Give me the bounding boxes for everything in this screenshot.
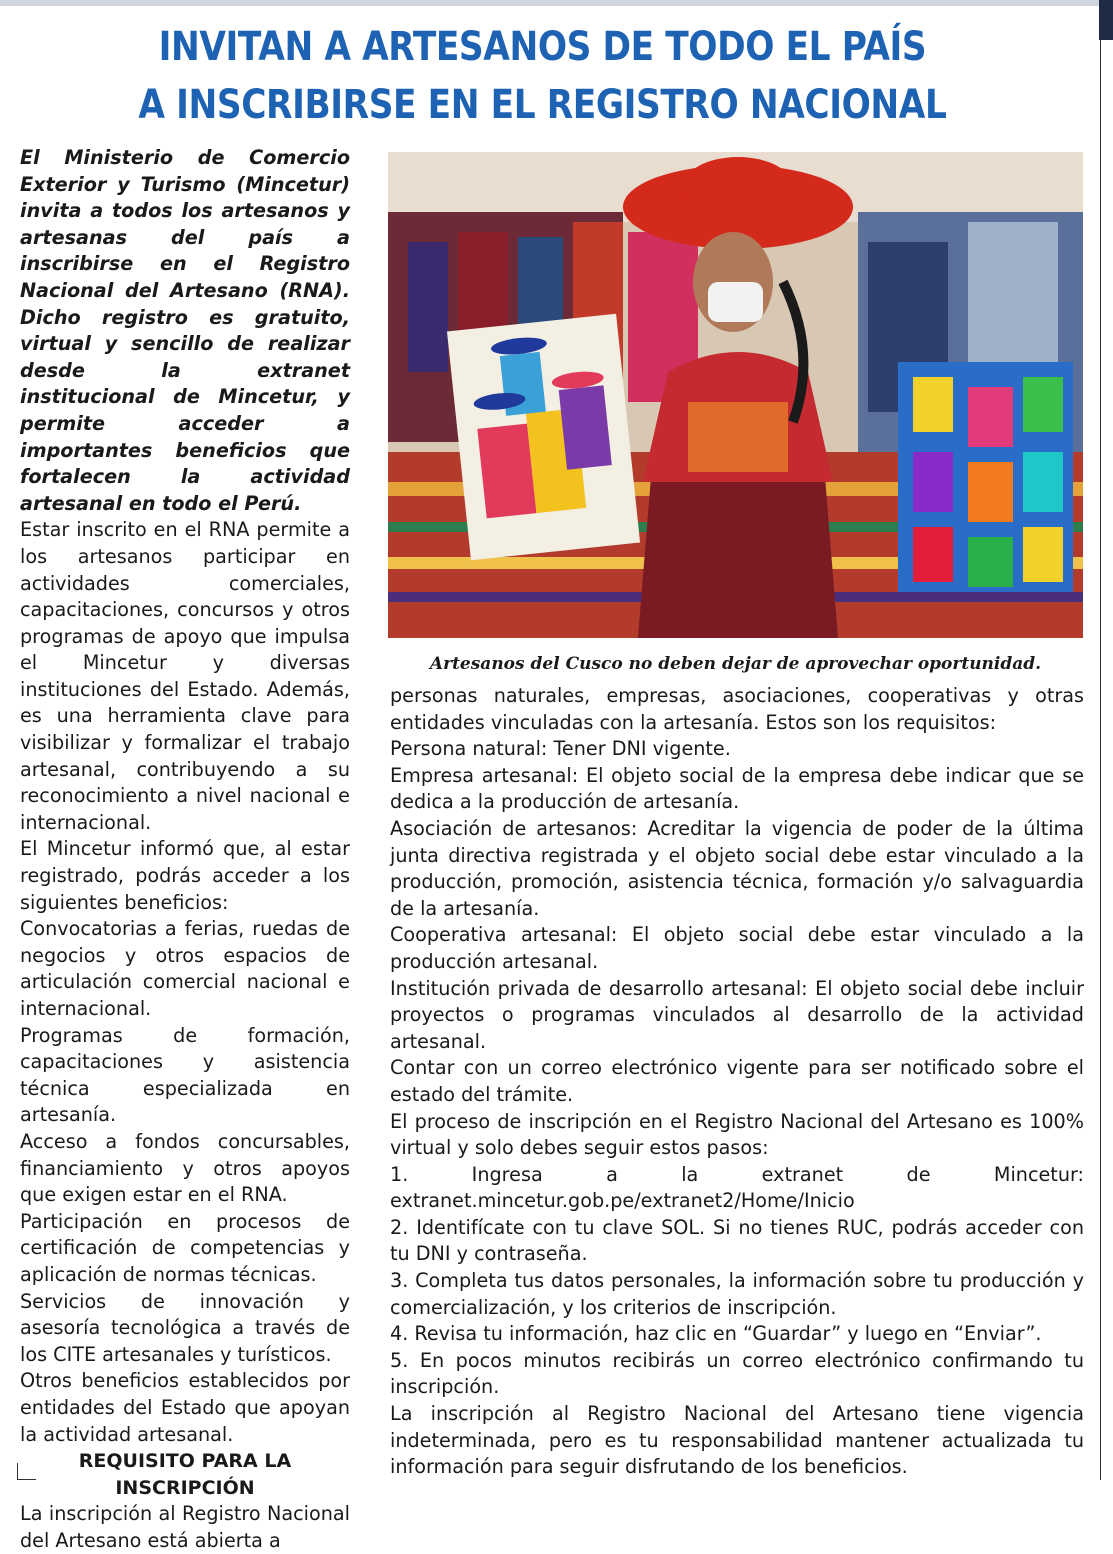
step-item: 2. Identifícate con tu clave SOL. Si no tienes RUC, podrás acceder con tu DNI y contraseña. <box>390 1215 1084 1266</box>
step-item: 4. Revisa tu información, haz clic en “Guardar” y luego en “Enviar”. <box>390 1322 1042 1346</box>
requirement-item: Persona natural: Tener DNI vigente. <box>390 737 731 761</box>
body-paragraph: Estar inscrito en el RNA permite a los artesanos participar en actividades comerciales, capacitaciones, concursos y otros programas de apoyo que impulsa el Mincetur y diversas instituciones del Estado. Además, es una herramienta clave para visibilizar y formalizar el trabajo artesanal, contribuyendo a su reconocimiento a nivel nacional e internacional. <box>20 518 350 834</box>
benefit-item: Acceso a fondos concursables, financiamiento y otros apoyos que exigen estar en el RNA. <box>20 1129 350 1207</box>
body-paragraph: La inscripción al Registro Nacional del Artesano tiene vigencia indeterminada, pero es tu responsabilidad mantener actualizada tu información para seguir disfrutando de los beneficios. <box>390 1402 1084 1479</box>
body-paragraph: El Mincetur informó que, al estar registrado, podrás acceder a los siguientes beneficios: <box>20 837 350 914</box>
headline-line-1: INVITAN A ARTESANOS DE TODO EL PAÍS <box>158 24 927 70</box>
step-item: 3. Completa tus datos personales, la información sobre tu producción y comercialización, y los criterios de inscripción. <box>390 1269 1084 1319</box>
requirements-heading: REQUISITO PARA LA INSCRIPCIÓN <box>78 1450 292 1499</box>
column-rule <box>1100 40 1101 1480</box>
benefit-item: Programas de formación, capacitaciones y asistencia técnica especializada en artesanía. <box>20 1023 350 1127</box>
right-column <box>390 683 1084 1481</box>
body-paragraph: La inscripción al Registro Nacional del Artesano está abierta a <box>20 1502 350 1552</box>
benefit-item: Convocatorias a ferias, ruedas de negocios y otros espacios de articulación comercial nacional e internacional. <box>20 917 350 1020</box>
left-column <box>20 145 350 1554</box>
benefit-item: Servicios de innovación y asesoría tecnológica a través de los CITE artesanales y turísticos. <box>20 1289 350 1366</box>
requirement-item: Institución privada de desarrollo artesanal: El objeto social debe incluir proyectos o programas vinculados al desarrollo de la actividad artesanal. <box>390 976 1084 1053</box>
artisan-photo-illustration <box>388 152 1083 638</box>
corner-mark <box>17 1463 36 1480</box>
requirement-item: Cooperativa artesanal: El objeto social debe estar vinculado a la producción artesanal. <box>390 923 1084 973</box>
corner-tab <box>1099 0 1113 40</box>
requirement-item: Contar con un correo electrónico vigente para ser notificado sobre el estado del trámite. <box>390 1056 1084 1106</box>
requirement-item: Asociación de artesanos: Acreditar la vigencia de poder de la última junta directiva registrada y el objeto social debe estar vinculado a la producción, promoción, asistencia técnica, formación y/o salvaguardia de la artesanía. <box>390 816 1084 920</box>
top-rule <box>0 0 1113 6</box>
step-item: 5. En pocos minutos recibirás un correo electrónico confirmando tu inscripción. <box>390 1348 1084 1399</box>
benefit-item: Participación en procesos de certificación de competencias y aplicación de normas técnicas. <box>20 1209 350 1286</box>
photo-caption: Artesanos del Cusco no deben dejar de aprovechar oportunidad. <box>429 654 1042 674</box>
headline-line-2: A INSCRIBIRSE EN EL REGISTRO NACIONAL <box>138 82 947 128</box>
benefit-item: Otros beneficios establecidos por entidades del Estado que apoyan la actividad artesanal. <box>20 1369 350 1446</box>
article-photo <box>388 152 1083 638</box>
step-item: 1. Ingresa a la extranet de Mincetur: extranet.mincetur.gob.pe/extranet2/Home/Inicio <box>390 1162 1084 1213</box>
requirement-item: Empresa artesanal: El objeto social de la empresa debe indicar que se dedica a la producción de artesanía. <box>390 763 1084 814</box>
headline <box>76 18 1009 134</box>
lead-paragraph: El Ministerio de Comercio Exterior y Turismo (Mincetur) invita a todos los artesanos y artesanas del país a inscribirse en el Registro Nacional del Artesano (RNA). Dicho registro es gratuito, virtual y sencillo de realizar desde la extranet institucional de Mincetur, y permite acceder a importantes beneficios que fortalecen la actividad artesanal en todo el Perú. <box>20 146 350 515</box>
body-paragraph: El proceso de inscripción en el Registro Nacional del Artesano es 100% virtual y solo debes seguir estos pasos: <box>390 1109 1084 1160</box>
body-paragraph: personas naturales, empresas, asociaciones, cooperativas y otras entidades vinculadas con la artesanía. Estos son los requisitos: <box>390 684 1084 734</box>
